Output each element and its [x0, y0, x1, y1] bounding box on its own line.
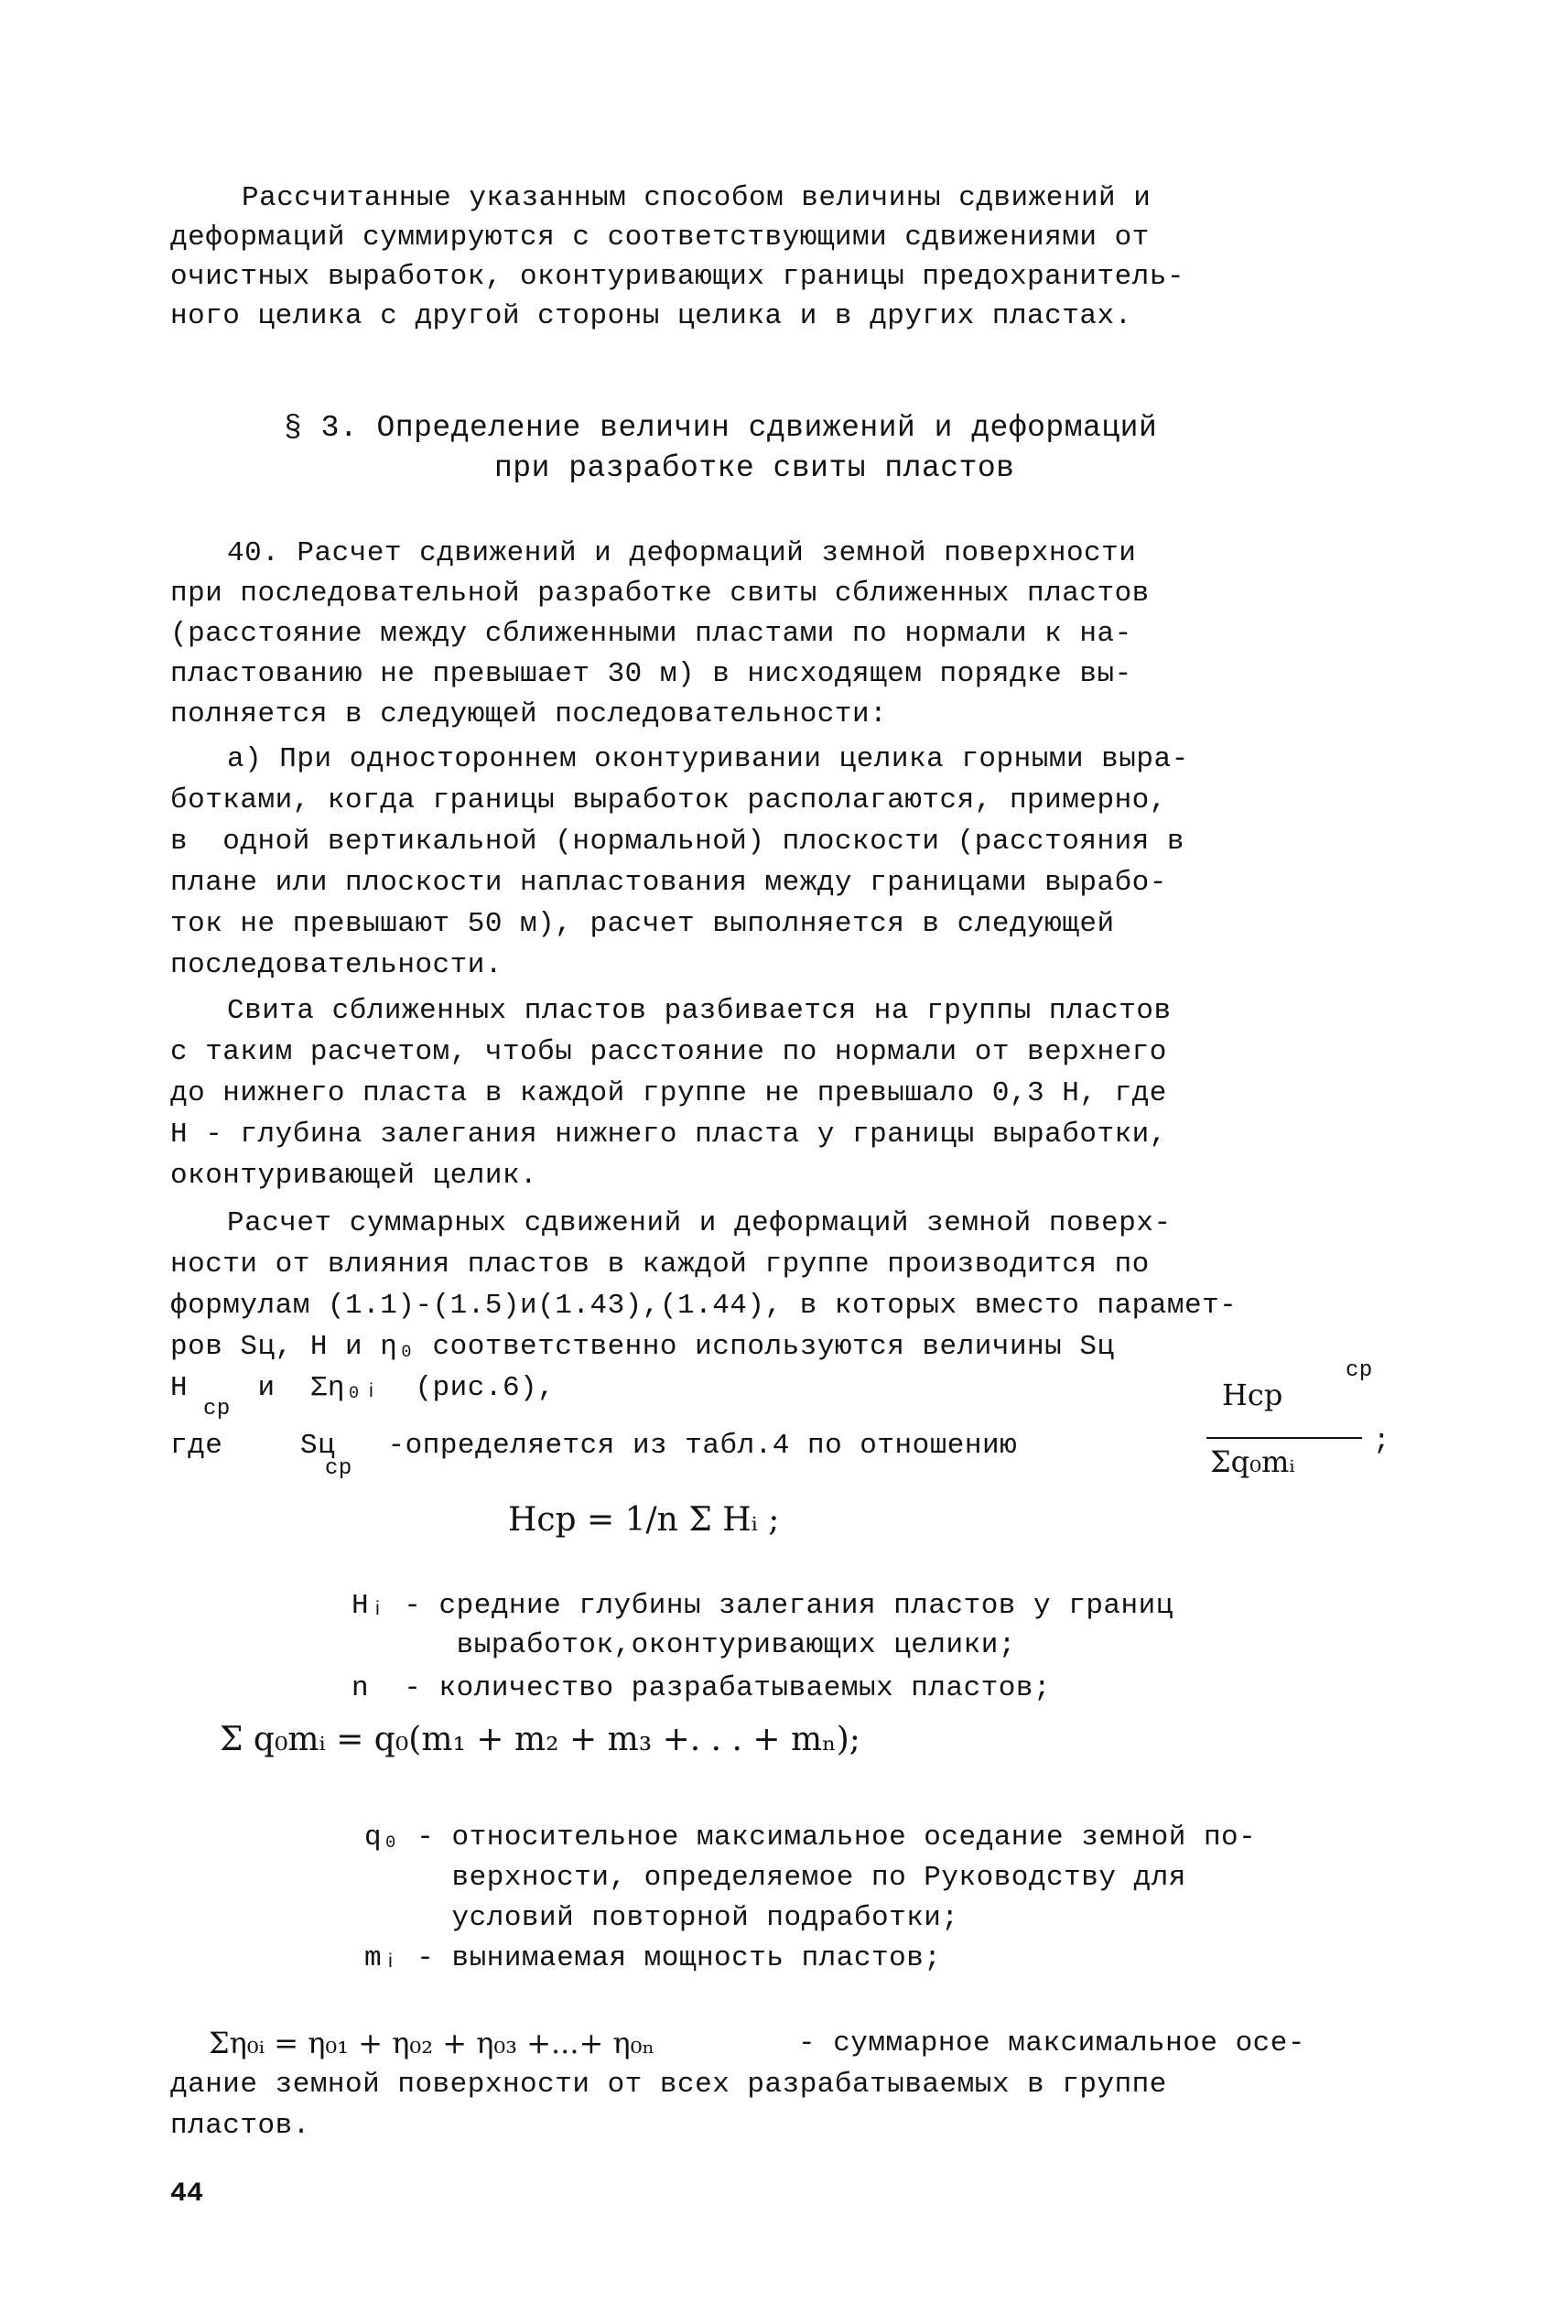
eta-description-line: пластов.: [170, 2110, 310, 2142]
groups-line: до нижнего пласта в каждой группе не превышало 0,3 Н, где: [170, 1077, 1167, 1109]
section-heading-line: при разработке свиты пластов: [494, 451, 1015, 485]
fraction-denominator: Σq₀mᵢ: [1210, 1444, 1295, 1479]
where-definition: Sц -определяется из табл.4 по отношению: [300, 1430, 1018, 1462]
paragraph1-line: очистных выработок, оконтуривающих границы предохранитель-: [170, 261, 1184, 293]
hcp-formula: Нср = 1/n Σ Hᵢ ;: [508, 1501, 780, 1539]
item-a-line: а) При одностороннем оконтуривании целика горными выра-: [227, 743, 1189, 775]
groups-line: оконтуривающей целик.: [170, 1160, 538, 1192]
calc-line: Н и Ση₀ᵢ (рис.6),: [170, 1372, 556, 1404]
calc-line: ности от влияния пластов в каждой группе производится по: [170, 1248, 1150, 1281]
definition-line: Hᵢ - средние глубины залегания пластов у границ: [351, 1590, 1173, 1622]
groups-line: Н - глубина залегания нижнего пласта у границы выработки,: [170, 1119, 1167, 1151]
sum-formula: Σ q₀mᵢ = q₀(m₁ + m₂ + m₃ +. . . + mₙ);: [220, 1721, 860, 1758]
paragraph1-line: ного целика с другой стороны целика и в других пластах.: [170, 300, 1132, 332]
groups-line: с таким расчетом, чтобы расстояние по нормали от верхнего: [170, 1036, 1167, 1068]
definition-line: mᵢ - вынимаемая мощность пластов;: [364, 1942, 942, 1974]
fraction-bar: [1206, 1437, 1362, 1439]
semicolon: ;: [1373, 1425, 1391, 1457]
item-a-line: ток не превышают 50 м), расчет выполняется в следующей: [170, 908, 1115, 940]
definition-line: условий повторной подработки;: [364, 1902, 959, 1934]
eta-description-line: - суммарное максимальное осе-: [798, 2027, 1305, 2059]
paragraph40-line: пластованию не превышает 30 м) в нисходящем порядке вы-: [170, 658, 1132, 690]
calc-line: Расчет суммарных сдвижений и деформаций земной поверх-: [227, 1207, 1172, 1239]
calc-line: ров Sц, Н и η₀ соответственно используются величины Sц: [170, 1331, 1115, 1363]
calc-line: формулам (1.1)-(1.5)и(1.43),(1.44), в которых вместо парамет-: [170, 1290, 1238, 1322]
subscript-cp: ср: [1346, 1358, 1373, 1383]
eta-formula: Ση₀ᵢ = η₀₁ + η₀₂ + η₀₃ +...+ η₀ₙ: [209, 2026, 655, 2060]
section-heading-line: § 3. Определение величин сдвижений и деформаций: [284, 411, 1158, 445]
fraction-numerator: Нср: [1222, 1378, 1283, 1412]
paragraph1-line: деформаций суммируются с соответствующими сдвижениями от: [170, 222, 1150, 254]
definition-line: верхности, определяемое по Руководству для: [364, 1862, 1186, 1894]
definition-line: q₀ - относительное максимальное оседание земной по-: [364, 1821, 1257, 1854]
where-word: где: [170, 1430, 223, 1462]
item-a-line: плане или плоскости напластования между границами вырабо-: [170, 867, 1167, 899]
paragraph40-line: полняется в следующей последовательности:: [170, 698, 888, 730]
paragraph40-line: (расстояние между сближенными пластами по нормали к на-: [170, 618, 1132, 650]
definition-line: n - количество разрабатываемых пластов;: [351, 1672, 1052, 1704]
subscript-cp: ср: [203, 1397, 231, 1421]
subscript-cp: ср: [325, 1456, 352, 1481]
item-a-line: последовательности.: [170, 949, 503, 981]
item-a-line: в одной вертикальной (нормальной) плоскости (расстояния в: [170, 826, 1184, 858]
paragraph40-line: 40. Расчет сдвижений и деформаций земной поверхности: [227, 537, 1137, 569]
paragraph40-line: при последовательной разработке свиты сближенных пластов: [170, 578, 1150, 610]
paragraph1-line: Рассчитанные указанным способом величины сдвижений и: [242, 182, 1152, 214]
definition-line: выработок,оконтуривающих целики;: [351, 1629, 1016, 1661]
groups-line: Свита сближенных пластов разбивается на группы пластов: [227, 995, 1172, 1027]
eta-description-line: дание земной поверхности от всех разрабатываемых в группе: [170, 2069, 1167, 2101]
page-number: 44: [170, 2178, 204, 2210]
item-a-line: ботками, когда границы выработок располагаются, примерно,: [170, 784, 1167, 816]
